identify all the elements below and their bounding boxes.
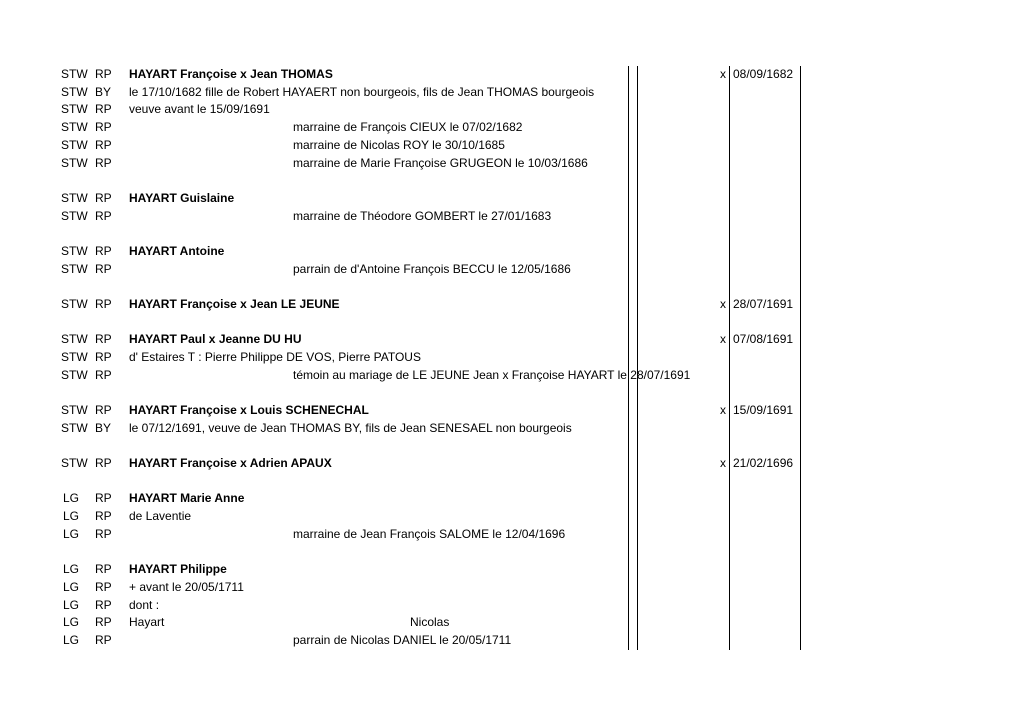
record-note: d' Estaires T : Pierre Philippe DE VOS, Pierre PATOUS [129,350,421,364]
event-description: parrain de Nicolas DANIEL le 20/05/1711 [293,633,512,647]
record-type: RP [95,509,112,523]
event-description: marraine de Nicolas ROY le 30/10/1685 [293,138,505,152]
record-type: RP [95,598,112,612]
record-row [0,402,1024,419]
record-row [0,101,1024,118]
record-row [0,632,1024,649]
record-type: RP [95,120,112,134]
source-code: STW [61,138,88,152]
record-type: BY [95,421,112,435]
source-code: STW [61,262,88,276]
person-name: HAYART Antoine [129,244,225,258]
marriage-marker: x [720,297,726,311]
person-name: HAYART Françoise x Louis SCHENECHAL [129,403,369,417]
record-row [0,296,1024,313]
record-type: RP [95,156,112,170]
source-code: STW [61,421,88,435]
marriage-date: 28/07/1691 [733,297,794,311]
record-row [0,349,1024,366]
source-code: STW [61,332,88,346]
record-row [0,526,1024,543]
person-name: HAYART Paul x Jeanne DU HU [129,332,302,346]
record-type: RP [95,580,112,594]
source-code: LG [63,633,80,647]
record-row [0,208,1024,225]
person-name: HAYART Françoise x Jean THOMAS [129,67,333,81]
source-code: STW [61,456,88,470]
record-note: de Laventie [129,509,192,523]
record-note: dont : [129,598,160,612]
record-row [0,190,1024,207]
record-type: RP [95,209,112,223]
event-description: marraine de Marie Françoise GRUGEON le 10/03/1686 [293,156,588,170]
event-description: marraine de Jean François SALOME le 12/04/1696 [293,527,566,541]
record-type: RP [95,491,112,505]
record-row [0,331,1024,348]
marriage-marker: x [720,456,726,470]
person-name: HAYART Françoise x Adrien APAUX [129,456,332,470]
marriage-date: 21/02/1696 [733,456,794,470]
record-row [0,243,1024,260]
record-type: RP [95,262,112,276]
source-code: STW [61,244,88,258]
person-name: HAYART Marie Anne [129,491,245,505]
source-code: STW [61,67,88,81]
record-type: RP [95,456,112,470]
person-name: HAYART Guislaine [129,191,235,205]
person-name: HAYART Françoise x Jean LE JEUNE [129,297,340,311]
record-type: RP [95,403,112,417]
record-type: RP [95,102,112,116]
marriage-date: 07/08/1691 [733,332,794,346]
record-note: + avant le 20/05/1711 [129,580,244,594]
record-row [0,261,1024,278]
event-description: parrain de d'Antoine François BECCU le 12/05/1686 [293,262,571,276]
child-name: Nicolas [410,615,450,629]
record-note: Hayart [129,615,165,629]
record-note: veuve avant le 15/09/1691 [129,102,270,116]
record-row [0,84,1024,101]
person-name: HAYART Philippe [129,562,227,576]
source-code: STW [61,297,88,311]
source-code: STW [61,350,88,364]
record-row [0,119,1024,136]
record-row [0,597,1024,614]
source-code: STW [61,368,88,382]
record-row [0,614,1024,631]
record-row [0,508,1024,525]
record-note: le 17/10/1682 fille de Robert HAYAERT non bourgeois, fils de Jean THOMAS bourgeois [129,85,595,99]
source-code: LG [63,598,80,612]
record-type: RP [95,138,112,152]
record-row [0,155,1024,172]
record-row [0,455,1024,472]
marriage-marker: x [720,332,726,346]
record-row [0,561,1024,578]
source-code: LG [63,527,80,541]
record-row [0,137,1024,154]
source-code: STW [61,191,88,205]
record-type: RP [95,350,112,364]
record-row [0,579,1024,596]
record-type: RP [95,67,112,81]
event-description: marraine de François CIEUX le 07/02/1682 [293,120,523,134]
marriage-date: 08/09/1682 [733,67,794,81]
record-row [0,367,1024,384]
record-type: RP [95,191,112,205]
marriage-date: 15/09/1691 [733,403,794,417]
record-type: BY [95,85,112,99]
marriage-marker: x [720,67,726,81]
record-type: RP [95,615,112,629]
record-type: RP [95,527,112,541]
source-code: STW [61,120,88,134]
source-code: STW [61,209,88,223]
record-type: RP [95,244,112,258]
source-code: LG [63,562,80,576]
record-type: RP [95,368,112,382]
record-row [0,66,1024,83]
source-code: LG [63,509,80,523]
record-type: RP [95,562,112,576]
source-code: LG [63,615,80,629]
record-type: RP [95,297,112,311]
record-row [0,420,1024,437]
record-type: RP [95,633,112,647]
event-description: témoin au mariage de LE JEUNE Jean x Françoise HAYART le 28/07/1691 [293,368,691,382]
marriage-marker: x [720,403,726,417]
source-code: STW [61,156,88,170]
record-type: RP [95,332,112,346]
event-description: marraine de Théodore GOMBERT le 27/01/1683 [293,209,552,223]
source-code: STW [61,403,88,417]
record-note: le 07/12/1691, veuve de Jean THOMAS BY, fils de Jean SENESAEL non bourgeois [129,421,572,435]
record-row [0,490,1024,507]
source-code: LG [63,491,80,505]
source-code: LG [63,580,80,594]
source-code: STW [61,85,88,99]
source-code: STW [61,102,88,116]
